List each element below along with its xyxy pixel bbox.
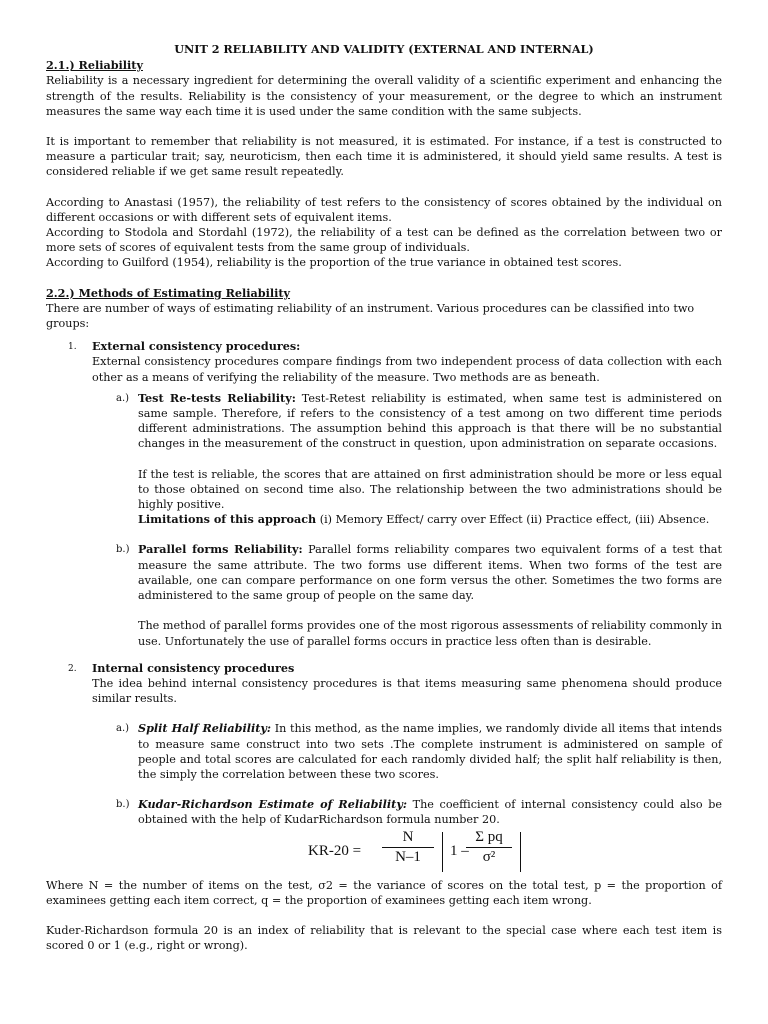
paragraph: The idea behind internal consistency procedures is that items measuring same phenomena should produce similar results. [92,676,722,706]
formula-one-minus: 1 – [450,842,469,859]
sub-letter: b.) [116,799,130,811]
sub-item-kr20 [92,797,722,827]
term: Limitations of this approach [138,512,317,527]
formula-denominator: N–1 [395,848,421,865]
paragraph: Reliability is a necessary ingredient for determining the overall validity of a scientific experiment and enhancing the strength of the results. Reliability is the consistency of your measurement, or the degree to which an instrument measures the same way each time it is used under the same condition with the same subjects. [46,74,722,118]
term: Parallel forms Reliability: [138,542,303,557]
list-number: 2. [68,663,77,674]
paragraph [138,512,722,527]
paragraph: According to Stodola and Stordahl (1972), the reliability of a test can be defined as the correlation between two or more sets of scores of equivalent tests from the same group of individuals. [46,226,722,255]
paragraph: The method of parallel forms provides one of the most rigorous assessments of reliability commonly in use. Unfortunately the use of parallel forms occurs in practice less often than is desirable. [138,619,722,648]
formula-fraction-pq [466,830,512,865]
paragraph: External consistency procedures compare findings from two independent process of data collection with each other as a means of verifying the reliability of the measure. Two methods are as beneath. [92,355,722,384]
sub-letter: a.) [116,392,130,404]
term-text: (i) Memory Effect/ carry over Effect (ii) Practice effect, (iii) Absence. [316,513,710,527]
paragraph: If the test is reliable, the scores that are attained on first administration should be more or less equal to those obtained on second time also. The relationship between the two administrations should be highly positive. [138,467,722,512]
section-heading-reliability: 2.1.) Reliability [46,58,143,73]
paragraph [138,797,722,827]
term: Kudar-Richardson Estimate of Reliability: [138,797,407,812]
formula-bracket-left [442,832,443,872]
formula-numerator: N [382,830,434,848]
paragraph: There are number of ways of estimating reliability of an instrument. Various procedures can be classified into two groups: [46,301,695,331]
list-number: 1. [68,342,77,353]
term-text: Test-Retest reliability is estimated, when same test is administered on same sample. Therefore, if refers to the consistency of a test among on two different time periods different administrations. The assumption behind this approach is that there will be no substantial changes in the measurement of the construct in question, upon administration on separate occasions. [138,391,722,451]
sub-item-parallel-forms [92,542,722,648]
term: Split Half Reliability: [138,721,272,736]
sub-letter: a.) [116,723,130,735]
list-item-internal [46,661,722,828]
term-text: The coefficient of internal consistency could also be obtained with the help of KudarRichardson formula number 20. [138,798,722,827]
paragraph: Where N = the number of items on the test, σ2 = the variance of scores on the total test, p = the proportion of examinees getting each item correct, q = the proportion of examinees getting each item wrong. [46,878,722,907]
paragraph [138,542,722,603]
list-item-external [46,339,722,648]
term-text: Parallel forms reliability compares two equivalent forms of a test that measure the same attribute. The two forms use different items. When two forms of the test are available, one can compare performance on one form versus the other. Sometimes the two forms are administered to the same group of people on the same day. [138,543,722,603]
formula-denominator: σ² [482,848,496,865]
formula-fraction-n [382,830,434,865]
term-text: In this method, as the name implies, we randomly divide all items that intends to measure same construct into two sets .The complete instrument is administered on sample of people and total scores are calculated for each randomly divided half; the split half reliability is then, the simply the correlation between these two scores. [138,722,722,781]
sub-item-split-half [92,721,722,782]
paragraph [138,721,722,782]
section-heading-methods: 2.2.) Methods of Estimating Reliability [46,285,291,300]
kr20-formula [308,830,722,878]
formula-lhs: KR-20 = [308,842,362,859]
paragraph [138,391,722,452]
paragraph: According to Guilford (1954), reliability is the proportion of the true variance in obtained test scores. [46,256,622,270]
paragraph: Kuder-Richardson formula 20 is an index of reliability that is relevant to the special case where each test item is scored 0 or 1 (e.g., right or wrong). [46,923,722,953]
sub-letter: b.) [116,544,130,556]
formula-numerator: Σ pq [466,830,512,848]
paragraph: It is important to remember that reliability is not measured, it is estimated. For instance, if a test is constructed to measure a particular trait; say, neuroticism, then each time it is administered, it should yield same results. A test is considered reliable if we get same result repeatedly. [46,135,722,179]
list-heading: External consistency procedures: [92,339,301,354]
list-heading: Internal consistency procedures [92,660,295,675]
page-title: UNIT 2 RELIABILITY AND VALIDITY (EXTERNAL AND INTERNAL) [174,42,594,56]
sub-item-test-retest [92,391,722,528]
term: Test Re-tests Reliability: [138,390,296,405]
paragraph: According to Anastasi (1957), the reliability of test refers to the consistency of scores obtained by the individual on different occasions or with different sets of equivalent items. [46,195,722,224]
formula-bracket-right [520,832,521,872]
